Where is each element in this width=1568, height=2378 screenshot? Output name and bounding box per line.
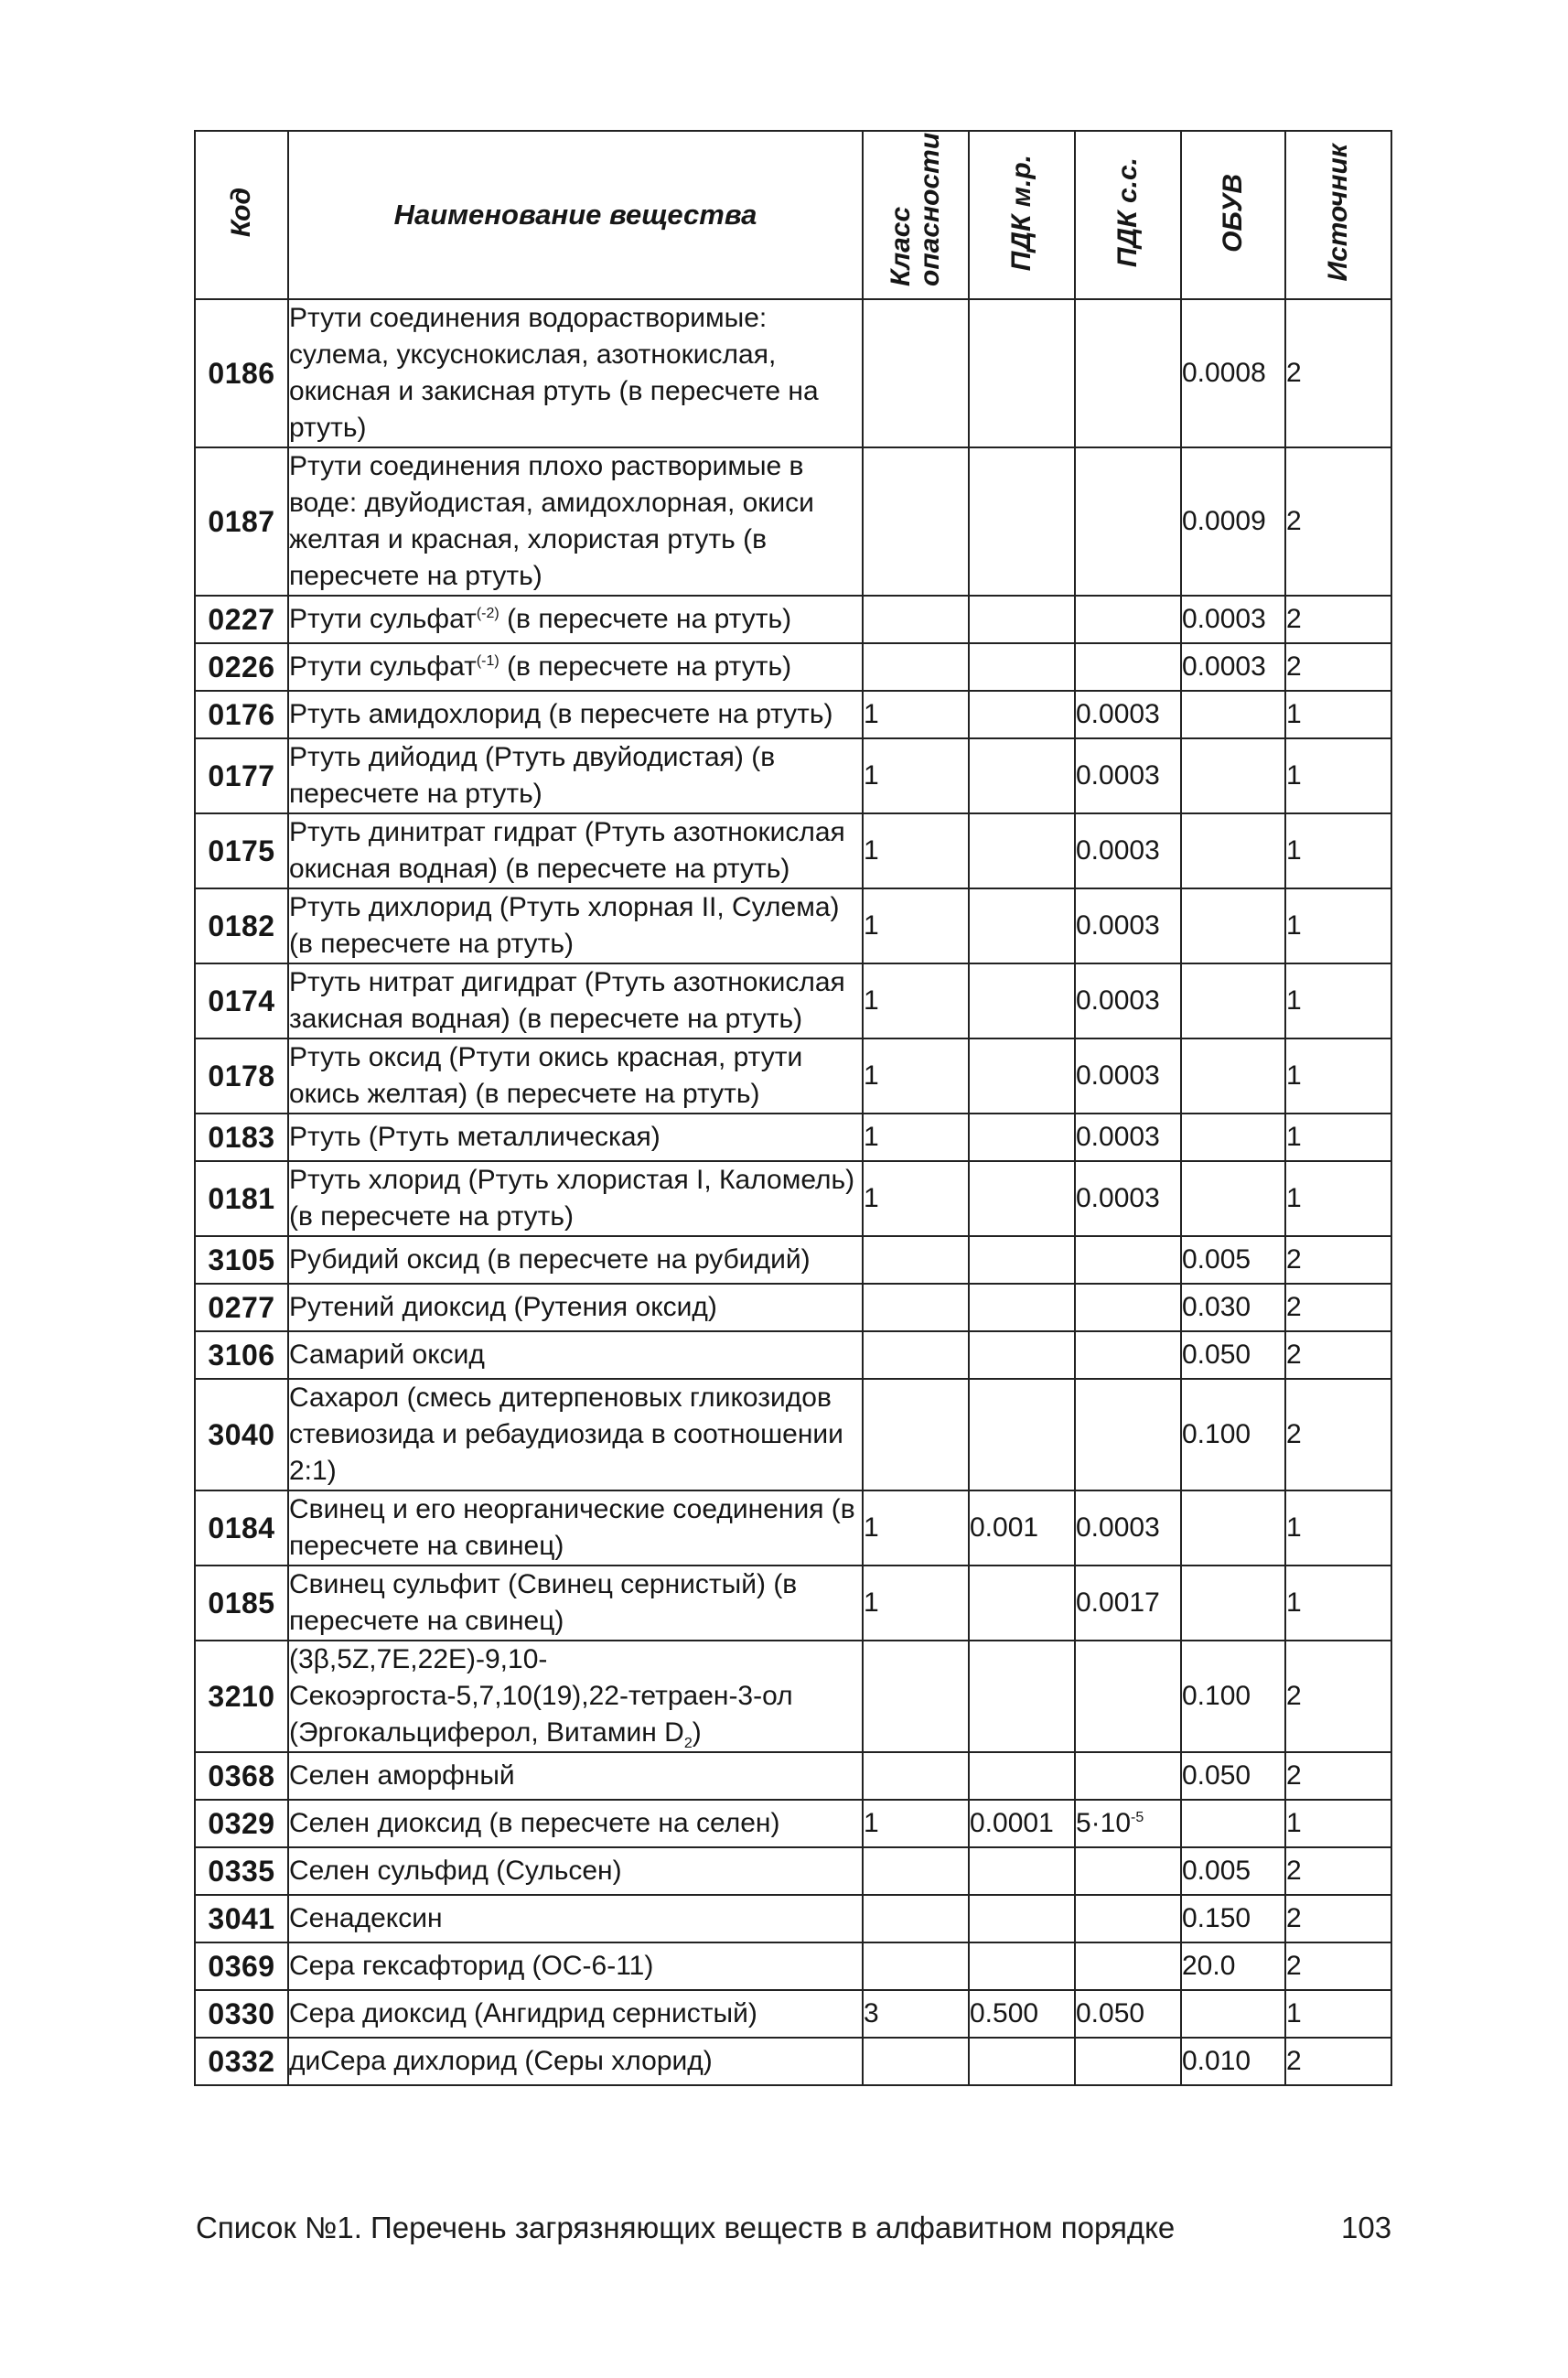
cell-source: 2 [1285,1331,1391,1379]
cell-obuv [1181,1566,1285,1641]
table-row [195,1895,1391,1942]
cell-code: 0332 [195,2038,288,2085]
header-obuv-label: ОБУВ [1218,173,1248,253]
cell-pdk-mr [969,1942,1075,1990]
cell-obuv [1181,1490,1285,1566]
cell-source: 2 [1285,1752,1391,1800]
cell-hazard-class: 1 [863,1161,969,1236]
cell-pdk-ss [1075,1331,1181,1379]
cell-code: 0369 [195,1942,288,1990]
header-pdk-mr-label: ПДК м.р. [1006,154,1036,272]
cell-pdk-ss [1075,1895,1181,1942]
cell-pdk-ss: 0.0003 [1075,1490,1181,1566]
cell-pdk-ss [1075,299,1181,447]
cell-name: Ртуть нитрат дигидрат (Ртуть азотнокислая закисная водная) (в пересчете на ртуть) [288,963,863,1038]
cell-obuv [1181,1990,1285,2038]
cell-obuv: 0.005 [1181,1847,1285,1895]
cell-pdk-mr: 0.0001 [969,1800,1075,1847]
cell-source: 1 [1285,1161,1391,1236]
cell-pdk-mr: 0.001 [969,1490,1075,1566]
cell-hazard-class: 1 [863,1038,969,1114]
table-row [195,299,1391,447]
cell-pdk-ss [1075,1641,1181,1752]
cell-code: 0330 [195,1990,288,2038]
cell-pdk-mr [969,1379,1075,1490]
cell-name: (3β,5Z,7E,22E)-9,10-Секоэргоста-5,7,10(19),22-тетраен-3-ол (Эргокальциферол, Витамин $D_2$) [288,1641,863,1752]
table-row [195,1490,1391,1566]
cell-pdk-ss [1075,447,1181,596]
cell-source: 1 [1285,1490,1391,1566]
cell-source: 1 [1285,1990,1391,2038]
cell-obuv [1181,1038,1285,1114]
cell-source: 2 [1285,2038,1391,2085]
cell-source: 1 [1285,1566,1391,1641]
cell-pdk-ss [1075,1752,1181,1800]
cell-pdk-mr [969,691,1075,738]
cell-pdk-ss: 0.0003 [1075,1038,1181,1114]
header-row [195,131,1391,299]
cell-source: 1 [1285,738,1391,813]
cell-pdk-ss: 0.0003 [1075,1114,1181,1161]
cell-source: 2 [1285,1284,1391,1331]
cell-source: 1 [1285,963,1391,1038]
cell-code: 0187 [195,447,288,596]
cell-source: 2 [1285,1895,1391,1942]
cell-obuv: 0.100 [1181,1641,1285,1752]
cell-obuv: 0.030 [1181,1284,1285,1331]
page-number: 103 [1341,2211,1392,2244]
cell-hazard-class [863,1331,969,1379]
cell-code: 0335 [195,1847,288,1895]
cell-hazard-class: 1 [863,738,969,813]
cell-code: 0175 [195,813,288,888]
cell-hazard-class [863,1379,969,1490]
cell-source: 2 [1285,299,1391,447]
cell-obuv: 0.0003 [1181,596,1285,643]
table-row [195,1331,1391,1379]
cell-pdk-mr [969,1566,1075,1641]
header-hazard-class [863,131,969,299]
cell-hazard-class: 1 [863,963,969,1038]
cell-hazard-class [863,1641,969,1752]
cell-hazard-class: 1 [863,888,969,963]
cell-code: 0174 [195,963,288,1038]
header-source [1285,131,1391,299]
cell-pdk-mr [969,1284,1075,1331]
cell-hazard-class: 1 [863,691,969,738]
cell-obuv: 0.0008 [1181,299,1285,447]
cell-pdk-ss: $5\cdot 10^{-5}$ [1075,1800,1181,1847]
cell-name: Ртути соединения водорастворимые: сулема, уксуснокислая, азотнокислая, окисная и закисная ртуть (в пересчете на ртуть) [288,299,863,447]
table-row [195,1161,1391,1236]
cell-code: 0178 [195,1038,288,1114]
cell-obuv [1181,888,1285,963]
cell-source: 1 [1285,888,1391,963]
cell-name: Свинец и его неорганические соединения (в пересчете на свинец) [288,1490,863,1566]
table-row [195,1942,1391,1990]
cell-code: 0186 [195,299,288,447]
cell-code: 0368 [195,1752,288,1800]
cell-obuv [1181,1114,1285,1161]
cell-pdk-mr [969,1114,1075,1161]
cell-code: 0184 [195,1490,288,1566]
cell-name: Сахарол (смесь дитерпеновых гликозидов стевиозида и ребаудиозида в соотношении 2:1) [288,1379,863,1490]
cell-pdk-mr [969,1161,1075,1236]
cell-source: 2 [1285,1847,1391,1895]
cell-name: Селен аморфный [288,1752,863,1800]
cell-source: 2 [1285,1942,1391,1990]
table-row [195,1236,1391,1284]
cell-source: 2 [1285,643,1391,691]
cell-pdk-ss [1075,1284,1181,1331]
cell-pdk-mr [969,813,1075,888]
cell-pdk-ss: 0.0017 [1075,1566,1181,1641]
cell-pdk-ss: 0.0003 [1075,738,1181,813]
cell-code: 0226 [195,643,288,691]
cell-pdk-ss: 0.050 [1075,1990,1181,2038]
cell-pdk-ss: 0.0003 [1075,813,1181,888]
header-pdk-ss-label: ПДК с.с. [1112,157,1143,268]
cell-hazard-class [863,1284,969,1331]
cell-hazard-class [863,2038,969,2085]
cell-name: Ртуть хлорид (Ртуть хлористая I, Каломель) (в пересчете на ртуть) [288,1161,863,1236]
cell-hazard-class [863,643,969,691]
cell-pdk-mr [969,1895,1075,1942]
table-row [195,1284,1391,1331]
header-code [195,131,288,299]
cell-obuv: 0.005 [1181,1236,1285,1284]
cell-pdk-ss [1075,1942,1181,1990]
cell-pdk-mr [969,299,1075,447]
cell-code: 0227 [195,596,288,643]
cell-pdk-mr [969,2038,1075,2085]
cell-obuv: 0.100 [1181,1379,1285,1490]
cell-pdk-mr [969,738,1075,813]
cell-pdk-ss [1075,596,1181,643]
table-row [195,1379,1391,1490]
cell-hazard-class [863,447,969,596]
header-code-label: Код [226,188,256,238]
table-row [195,1641,1391,1752]
table-row [195,1566,1391,1641]
cell-source: 1 [1285,1114,1391,1161]
cell-pdk-mr [969,596,1075,643]
cell-pdk-ss: 0.0003 [1075,963,1181,1038]
cell-name: Ртути соединения плохо растворимые в воде: двуйодистая, амидохлорная, окиси желтая и красная, хлористая ртуть (в пересчете на ртуть) [288,447,863,596]
cell-name: Рутений диоксид (Рутения оксид) [288,1284,863,1331]
cell-code: 3040 [195,1379,288,1490]
cell-code: 0329 [195,1800,288,1847]
cell-name: Сенадексин [288,1895,863,1942]
cell-hazard-class: 1 [863,1490,969,1566]
cell-code: 3106 [195,1331,288,1379]
cell-source: 1 [1285,1038,1391,1114]
cell-name: Селен диоксид (в пересчете на селен) [288,1800,863,1847]
cell-source: 2 [1285,1379,1391,1490]
table-body [195,299,1391,2085]
cell-code: 0181 [195,1161,288,1236]
cell-source: 2 [1285,596,1391,643]
cell-pdk-mr [969,1236,1075,1284]
cell-obuv: 0.150 [1181,1895,1285,1942]
cell-pdk-mr [969,888,1075,963]
cell-pdk-ss: 0.0003 [1075,1161,1181,1236]
cell-hazard-class: 1 [863,1566,969,1641]
cell-obuv: 0.0003 [1181,643,1285,691]
table-row [195,738,1391,813]
cell-pdk-ss: 0.0003 [1075,691,1181,738]
cell-hazard-class [863,1895,969,1942]
cell-obuv [1181,738,1285,813]
cell-source: 2 [1285,1236,1391,1284]
cell-name: Ртуть динитрат гидрат (Ртуть азотнокислая окисная водная) (в пересчете на ртуть) [288,813,863,888]
cell-pdk-ss: 0.0003 [1075,888,1181,963]
table-row [195,963,1391,1038]
cell-hazard-class: 1 [863,1114,969,1161]
cell-pdk-mr: 0.500 [969,1990,1075,2038]
cell-pdk-mr [969,447,1075,596]
cell-hazard-class: 3 [863,1990,969,2038]
cell-source: 1 [1285,813,1391,888]
cell-pdk-ss [1075,1379,1181,1490]
cell-source: 2 [1285,447,1391,596]
cell-code: 3041 [195,1895,288,1942]
cell-name: диСера дихлорид (Серы хлорид) [288,2038,863,2085]
header-hazard-class-label: Класс опасности [886,132,945,286]
cell-code: 3105 [195,1236,288,1284]
cell-pdk-mr [969,1641,1075,1752]
table-row [195,596,1391,643]
cell-code: 0177 [195,738,288,813]
table-row [195,1847,1391,1895]
cell-pdk-mr [969,1847,1075,1895]
cell-pdk-mr [969,963,1075,1038]
cell-obuv: 0.010 [1181,2038,1285,2085]
footer-caption: Список №1. Перечень загрязняющих веществ в алфавитном порядке [196,2211,1176,2244]
cell-obuv [1181,691,1285,738]
cell-name: Ртуть (Ртуть металлическая) [288,1114,863,1161]
cell-pdk-ss [1075,1236,1181,1284]
cell-source: 1 [1285,1800,1391,1847]
cell-name: Ртуть амидохлорид (в пересчете на ртуть) [288,691,863,738]
header-obuv [1181,131,1285,299]
cell-hazard-class [863,596,969,643]
table-row [195,1752,1391,1800]
table-row [195,691,1391,738]
cell-name: Самарий оксид [288,1331,863,1379]
cell-hazard-class [863,299,969,447]
cell-code: 0277 [195,1284,288,1331]
cell-name: Ртути сульфат$^{(-1)}$ (в пересчете на ртуть) [288,643,863,691]
table-row [195,1990,1391,2038]
table-row [195,888,1391,963]
cell-name: Свинец сульфит (Свинец сернистый) (в пересчете на свинец) [288,1566,863,1641]
cell-hazard-class [863,1236,969,1284]
cell-pdk-mr [969,1752,1075,1800]
table-row [195,447,1391,596]
cell-pdk-ss [1075,1847,1181,1895]
cell-name: Ртуть оксид (Ртути окись красная, ртути окись желтая) (в пересчете на ртуть) [288,1038,863,1114]
cell-code: 3210 [195,1641,288,1752]
header-source-label: Источник [1323,144,1353,282]
header-pdk-mr [969,131,1075,299]
cell-code: 0183 [195,1114,288,1161]
table-row [195,1038,1391,1114]
substances-table [194,130,1392,2086]
table-row [195,2038,1391,2085]
cell-name: Ртути сульфат$^{(-2)}$ (в пересчете на ртуть) [288,596,863,643]
cell-pdk-mr [969,1038,1075,1114]
header-pdk-ss [1075,131,1181,299]
cell-obuv: 0.0009 [1181,447,1285,596]
cell-name: Селен сульфид (Сульсен) [288,1847,863,1895]
cell-hazard-class: 1 [863,813,969,888]
cell-hazard-class [863,1847,969,1895]
header-name: Наименование вещества [288,131,863,299]
cell-name: Рубидий оксид (в пересчете на рубидий) [288,1236,863,1284]
cell-pdk-ss [1075,643,1181,691]
cell-hazard-class [863,1942,969,1990]
cell-source: 2 [1285,1641,1391,1752]
table-row [195,1800,1391,1847]
cell-code: 0182 [195,888,288,963]
cell-obuv: 0.050 [1181,1331,1285,1379]
cell-name: Сера гексафторид (ОС-6-11) [288,1942,863,1990]
cell-hazard-class [863,1752,969,1800]
table-row [195,643,1391,691]
cell-obuv: 0.050 [1181,1752,1285,1800]
cell-source: 1 [1285,691,1391,738]
cell-obuv [1181,1161,1285,1236]
cell-name: Ртуть дийодид (Ртуть двуйодистая) (в пересчете на ртуть) [288,738,863,813]
cell-obuv [1181,1800,1285,1847]
cell-obuv [1181,813,1285,888]
cell-pdk-mr [969,1331,1075,1379]
table-header [195,131,1391,299]
cell-obuv [1181,963,1285,1038]
cell-hazard-class: 1 [863,1800,969,1847]
table-row [195,1114,1391,1161]
cell-name: Сера диоксид (Ангидрид сернистый) [288,1990,863,2038]
cell-name: Ртуть дихлорид (Ртуть хлорная II, Сулема) (в пересчете на ртуть) [288,888,863,963]
cell-obuv: 20.0 [1181,1942,1285,1990]
cell-code: 0185 [195,1566,288,1641]
table-row [195,813,1391,888]
cell-pdk-mr [969,643,1075,691]
cell-pdk-ss [1075,2038,1181,2085]
cell-code: 0176 [195,691,288,738]
